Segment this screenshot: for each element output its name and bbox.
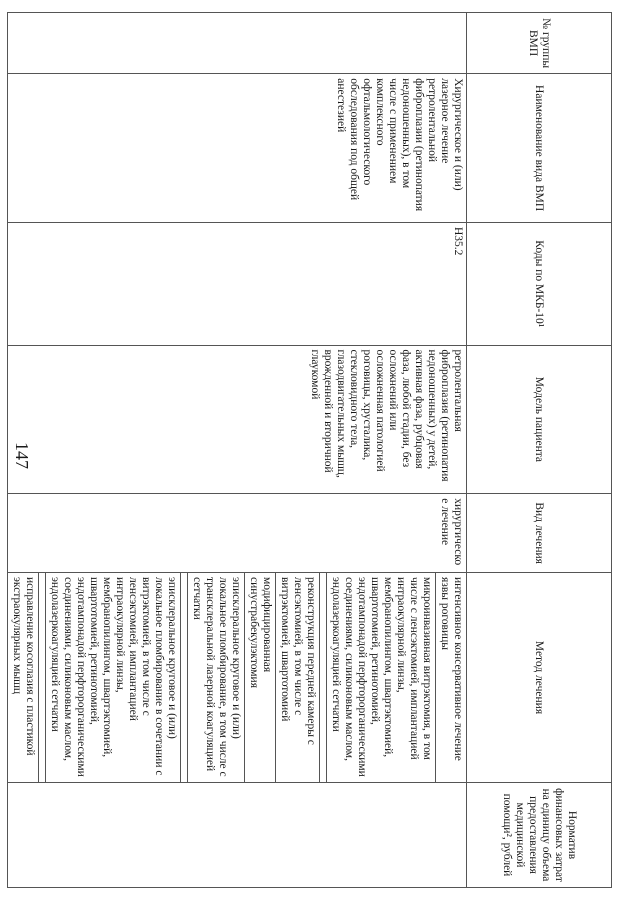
cell-methods xyxy=(8,573,467,783)
method-item: эписклеральное круговое и (или) локальное пломбирование в сочетании с витрэктомией, в том числе с ленсэктомией, имплантацией интраокулярной линзы, мембранопилингом, швартэктомией, швартотомией, ретинотомией, эндотампонадой перфторорганическими соединениями, силиконовым маслом, эндолазеркоагуляцией сетчатки xyxy=(45,573,180,782)
cell-treatment-type: хирургическое лечение xyxy=(8,494,467,573)
header-norm: Норматив финансовых затрат на единицу объема предоставления медицинской помощи², рублей xyxy=(467,783,612,888)
header-group-no: № группы ВМП xyxy=(467,13,612,74)
table-row xyxy=(8,13,467,888)
method-item: интенсивное консервативное лечение язвы роговицы xyxy=(435,573,466,782)
method-item: реконструкция передней камеры с ленсэктомией, в том числе с витрэктомией, швартотомией xyxy=(275,573,319,782)
method-divider xyxy=(38,573,45,782)
header-treatment-type: Вид лечения xyxy=(467,494,612,573)
header-patient-model: Модель пациента xyxy=(467,345,612,494)
cell-norm xyxy=(8,783,467,888)
method-divider xyxy=(180,573,187,782)
header-name: Наименование вида ВМП xyxy=(467,74,612,223)
table-header-row xyxy=(467,13,612,888)
cell-icd-codes: H35.2 xyxy=(8,223,467,346)
method-item: эписклеральное круговое и (или) локальное пломбирование, в том числе с трансклеральной лазерной коагуляцией сетчатки xyxy=(187,573,244,782)
page-number: 147 xyxy=(12,442,32,469)
cell-name: Хирургическое и (или) лазерное лечение ретролентальной фиброплазии (ретинопатия недоношенных), в том числе с применением комплексного офтальмологического обследования под общей анестезией xyxy=(8,74,467,223)
method-item: исправление косоглазия с пластикой экстраокулярных мышц xyxy=(11,577,36,756)
vmp-table xyxy=(7,12,612,888)
method-item: микроинвазивная витрэктомия, в том числе с ленсэктомией, имплантацией интраокулярной линзы, мембранопилингом, швартэктомией, швартотомией, ретинотомией, эндотампонадой перфторорганическими соединениями, силиконовым маслом, эндолазеркоагуляцией сетчатки xyxy=(326,573,435,782)
header-icd-codes: Коды по МКБ-10¹ xyxy=(467,223,612,346)
method-divider xyxy=(319,573,326,782)
header-method: Метод лечения xyxy=(467,573,612,783)
cell-patient-model: ретролентальная фиброплазия (ретинопатия недоношенных) у детей, активная фаза, рубцовая фаза, любой стадии, без осложнений или осложненная патологией роговицы, хрусталика, стекловидного тела, глазодвигательных мышц, врожденной и вторичной глаукомой xyxy=(8,345,467,494)
method-item: модифицированная синустрабекулэктомия xyxy=(244,573,275,782)
cell-group-no xyxy=(8,13,467,74)
